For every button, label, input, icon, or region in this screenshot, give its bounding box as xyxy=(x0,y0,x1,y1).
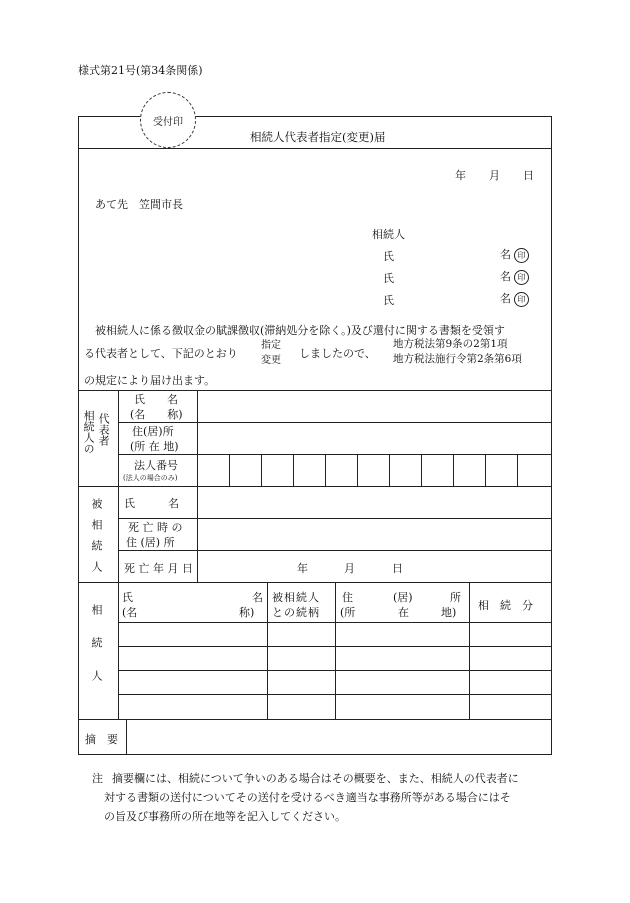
choice-change: 変更 xyxy=(261,355,281,366)
heirs-col-share: 相 続 分 xyxy=(478,599,533,612)
heirs-col-addr-a: 住 xyxy=(342,591,353,604)
sig1-mei: 名 印 xyxy=(500,246,529,263)
decedent-death-label: 死 亡 年 月 日 xyxy=(124,562,193,575)
decedent-name-label: 氏 名 xyxy=(124,497,179,510)
note-line2: 対する書類の送付についてその送付を受けるべき適当な事務所等がある場合にはそ xyxy=(104,791,511,804)
rep-corp-label1: 法人番号 xyxy=(134,459,178,472)
rep-name-label1: 氏 名 xyxy=(134,393,178,406)
heirs-col-rel2: との続柄 xyxy=(272,606,320,619)
stamp-label: 受付印 xyxy=(153,116,183,128)
decedent-label: 被相続人 xyxy=(90,498,103,582)
seal-icon: 印 xyxy=(514,270,529,285)
heirs-col-rel1: 被相続人 xyxy=(272,591,320,604)
declaration-line1: 被相続人に係る徴収金の賦課徴収(滞納処分を除く。)及び還付に関する書類を受領す xyxy=(95,324,505,337)
sig1-shi: 氏 xyxy=(383,250,394,263)
choice-designate: 指定 xyxy=(261,340,281,351)
decedent-addr-label1: 死 亡 時 の xyxy=(128,521,183,534)
form-number: 様式第21号(第34条関係) xyxy=(78,64,203,77)
declaration-line2-prefix: る代表者として、下記のとおり xyxy=(84,347,238,360)
heirs-table-label: 相続人 xyxy=(90,604,103,703)
note-line3: の旨及び事務所の所在地等を記入してください。 xyxy=(104,810,346,823)
note-label: 注 xyxy=(92,772,103,785)
heirs-col-name-b: 名 xyxy=(252,591,263,604)
rep-addr-label2: (所 在 地) xyxy=(130,440,179,453)
sig2-mei: 名 印 xyxy=(500,268,529,285)
sig3-shi: 氏 xyxy=(383,294,394,307)
seal-icon: 印 xyxy=(514,292,529,307)
addressee: あて先 笠間市長 xyxy=(95,198,183,211)
declaration-middle: しましたので、 xyxy=(299,347,376,360)
rep-label-col1: 代表者 xyxy=(97,413,111,446)
date-year: 年 xyxy=(455,169,466,182)
heirs-col-name-a: 氏 xyxy=(122,591,133,604)
date-month: 月 xyxy=(489,169,500,182)
heirs-col-addr-b: (居) xyxy=(393,591,413,604)
heirs-col-addr-e: 在 xyxy=(398,606,409,619)
law-ref-2: 地方税法施行令第2条第6項 xyxy=(393,353,522,365)
heirs-label: 相続人 xyxy=(372,228,405,241)
heirs-col-addr-f: 地) xyxy=(441,606,457,619)
declaration-line3: の規定により届け出ます。 xyxy=(84,374,216,387)
rep-label-col2: 相続人の xyxy=(82,410,96,454)
decedent-addr-label2: 住 (居) 所 xyxy=(126,536,175,549)
death-month: 月 xyxy=(344,562,355,575)
sig3-mei: 名 印 xyxy=(500,290,529,307)
note-line1: 摘要欄には、相続について争いのある場合はその概要を、また、相続人の代表者に xyxy=(112,772,519,785)
law-ref-1: 地方税法第9条の2第1項 xyxy=(393,338,508,350)
rep-addr-label1: 住(居)所 xyxy=(132,425,174,438)
heirs-col-addr-c: 所 xyxy=(450,591,461,604)
sig2-shi: 氏 xyxy=(383,272,394,285)
form-title: 相続人代表者指定(変更)届 xyxy=(250,130,386,144)
date-day: 日 xyxy=(523,169,534,182)
rep-corp-label2: (法人の場合のみ) xyxy=(123,474,178,482)
death-day: 日 xyxy=(392,562,403,575)
rep-name-label2: (名 称) xyxy=(130,408,183,421)
heirs-col-name-d: 称) xyxy=(239,606,255,619)
seal-icon: 印 xyxy=(514,248,529,263)
death-year: 年 xyxy=(297,562,308,575)
remarks-label: 摘 要 xyxy=(85,733,118,746)
reception-stamp-circle xyxy=(140,92,196,148)
heirs-col-name-c: (名 xyxy=(122,606,138,619)
heirs-col-addr-d: (所 xyxy=(340,606,356,619)
